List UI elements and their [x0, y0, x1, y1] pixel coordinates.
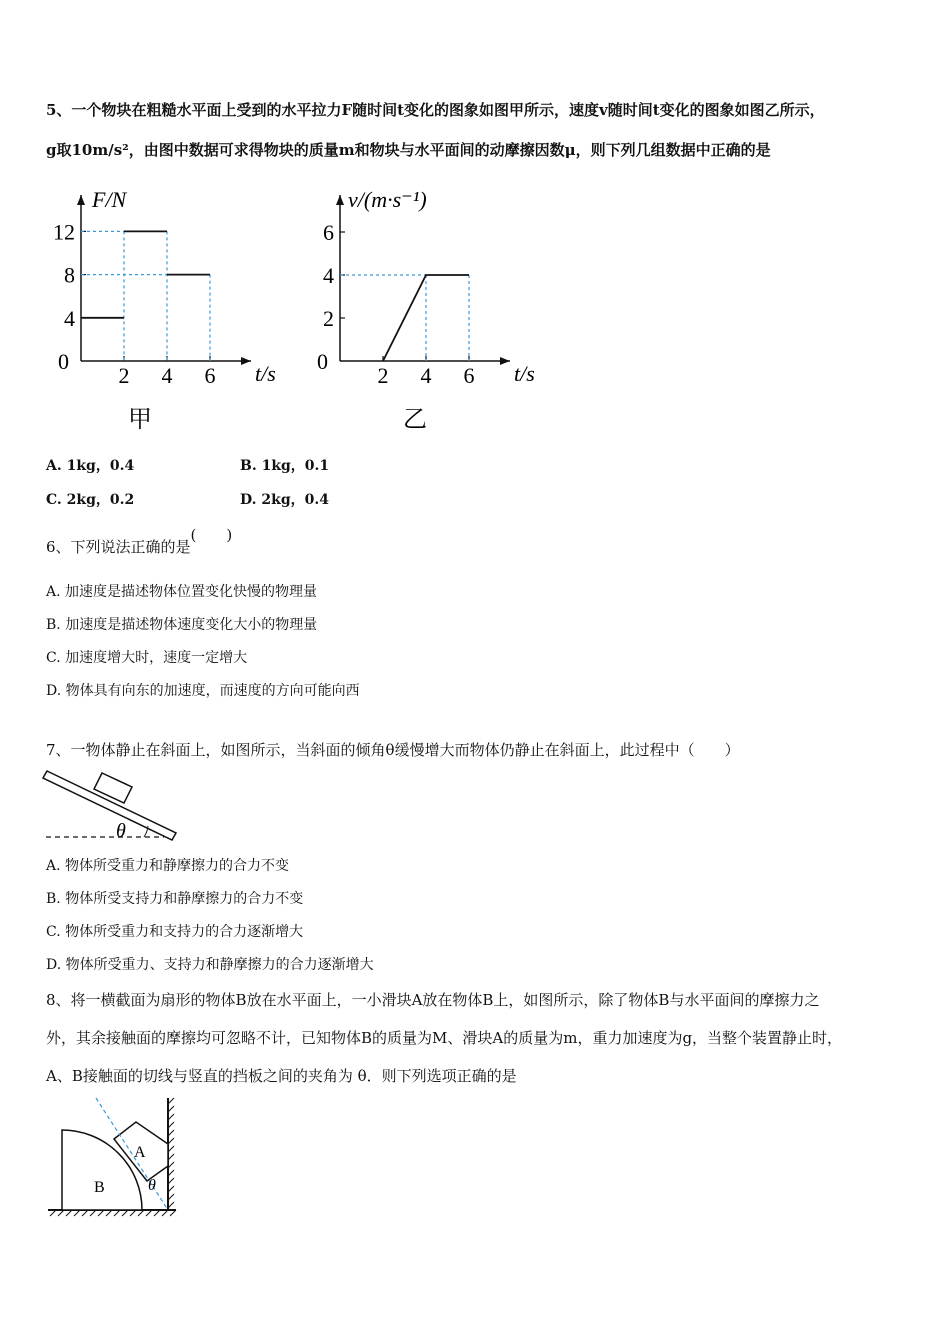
x-tick-label: 4 — [161, 363, 173, 388]
q5-option-c[interactable]: C. 2kg，0.2 — [46, 492, 135, 508]
y-axis-arrow — [336, 195, 344, 205]
q5-option-b[interactable]: B. 1kg，0.1 — [240, 458, 330, 474]
y-axis-label: v/(m·s⁻¹) — [348, 187, 427, 212]
chart-force-time — [40, 185, 276, 435]
chart-title: 甲 — [128, 407, 152, 433]
q7-option-b[interactable]: B. 物体所受支持力和静摩擦力的合力不变 — [46, 891, 304, 907]
q6-paren: ( ) — [190, 526, 233, 544]
q8-stem-line3: A、B接触面的切线与竖直的挡板之间的夹角为 θ．则下列选项正确的是 — [46, 1067, 517, 1085]
q6-stem — [46, 526, 233, 557]
x-axis-arrow — [241, 357, 251, 365]
q7-stem: 7、一物体静止在斜面上，如图所示，当斜面的倾角θ缓慢增大而物体仍静止在斜面上，此过程中（ ） — [46, 741, 740, 759]
sector-block-diagram — [44, 1094, 194, 1224]
y-tick-label: 6 — [323, 220, 334, 245]
q6-option-a[interactable]: A. 加速度是描述物体位置变化快慢的物理量 — [46, 584, 318, 600]
incline-angle-label: θ — [116, 820, 126, 842]
wall-angle-label: θ — [148, 1177, 156, 1194]
incline-diagram — [44, 765, 194, 845]
x-axis-arrow — [500, 357, 510, 365]
x-tick-label: 2 — [377, 363, 389, 388]
q7-option-a[interactable]: A. 物体所受重力和静摩擦力的合力不变 — [46, 858, 290, 874]
q7-option-d[interactable]: D. 物体所受重力、支持力和静摩擦力的合力逐渐增大 — [46, 957, 374, 973]
chart-velocity-time — [300, 185, 560, 435]
x-tick-label: 6 — [463, 363, 475, 388]
y-axis-arrow — [77, 195, 85, 205]
label-a: A — [134, 1144, 146, 1161]
q6-option-d[interactable]: D. 物体具有向东的加速度，而速度的方向可能向西 — [46, 683, 360, 699]
q8-stem-line2: 外，其余接触面的摩擦均可忽略不计，已知物体B的质量为M、滑块A的质量为m，重力加速度为g，当整个装置静止时， — [46, 1029, 843, 1047]
q5-option-a[interactable]: A. 1kg，0.4 — [46, 458, 135, 474]
origin-label: 0 — [317, 349, 328, 374]
q6-option-b[interactable]: B. 加速度是描述物体速度变化大小的物理量 — [46, 617, 318, 633]
q8-stem-line1: 8、将一横截面为扇形的物体B放在水平面上，一小滑块A放在物体B上，如图所示，除了物体B与水平面间的摩擦力之 — [46, 991, 820, 1009]
x-tick-label: 2 — [118, 363, 130, 388]
q5-stem-line2: g取10m/s²，由图中数据可求得物块的质量m和物块与水平面间的动摩擦因数μ，则下列几组数据中正确的是 — [46, 141, 771, 159]
y-tick-label: 2 — [323, 306, 334, 331]
origin-label: 0 — [58, 349, 69, 374]
label-b: B — [94, 1179, 105, 1196]
x-axis-label: t/s — [514, 361, 535, 386]
x-tick-label: 4 — [420, 363, 432, 388]
y-tick-label: 4 — [64, 305, 75, 331]
y-tick-label: 8 — [64, 262, 75, 288]
q6-option-c[interactable]: C. 加速度增大时，速度一定增大 — [46, 650, 248, 666]
y-tick-label: 4 — [323, 263, 334, 288]
q6-stem-text: 6、下列说法正确的是 — [46, 538, 191, 556]
q5-stem-line1: 5、一个物块在粗糙水平面上受到的水平拉力F随时间t变化的图象如图甲所示，速度v随时间t变化的图象如图乙所示， — [46, 101, 825, 119]
y-axis-label: F/N — [92, 187, 127, 212]
x-axis-label: t/s — [255, 361, 276, 386]
q5-option-d[interactable]: D. 2kg，0.4 — [240, 492, 329, 508]
q7-option-c[interactable]: C. 物体所受重力和支持力的合力逐渐增大 — [46, 924, 304, 940]
chart-title: 乙 — [403, 407, 427, 433]
y-tick-label: 12 — [53, 219, 75, 245]
x-tick-label: 6 — [204, 363, 216, 388]
